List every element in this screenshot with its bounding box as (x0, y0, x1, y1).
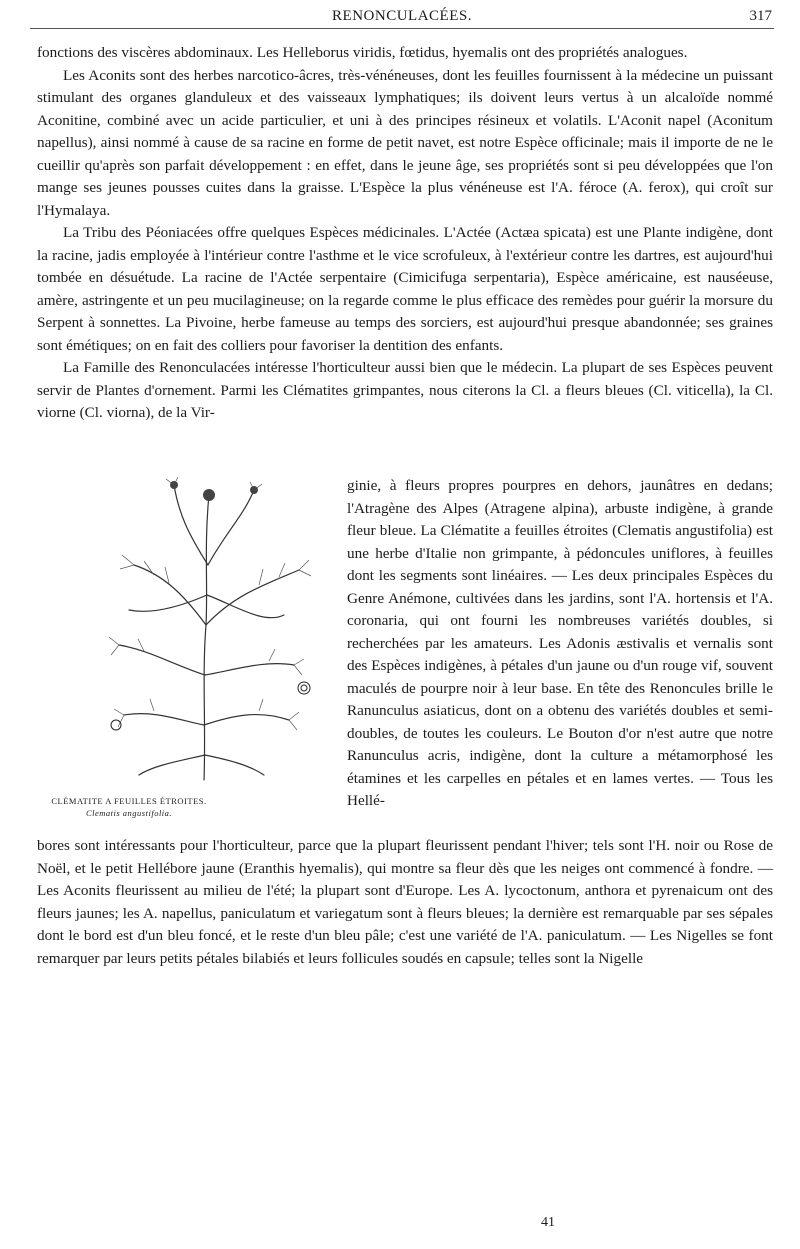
paragraph-famille-intro: La Famille des Renonculacées intéresse l'horticulteur aussi bien que le médecin. La plupart de ses Espèces peuvent servir de Plantes d'ornement. Parmi les Clématites grimpantes, nous citerons la Cl. a fleurs bleues (Cl. viticella), la Cl. viorne (Cl. viorna), de la Vir- (37, 359, 773, 421)
figure-caption (37, 795, 221, 819)
body-text-bottom (37, 835, 773, 970)
paragraph-aconits: Les Aconits sont des herbes narcotico-âcres, très-vénéneuses, dont les feuilles fournissent à la médecine un puissant stimulant des organes glanduleux et des vaisseaux lymphatiques; ils doivent leurs vertus à un alcaloïde nommé Aconitine, combiné avec un acide particulier, et uni à des principes résineux et volatils. L'Aconit napel (Aconitum napellus), ainsi nommé à cause de sa racine en forme de petit navet, est notre Espèce officinale; mais il importe de ne le cueillir qu'après son parfait développement : en effet, dans le jeune âge, ses propriétés sont si peu développées que l'on mange ses jeunes pousses cuites dans la graisse. L'Espèce la plus vénéneuse est l'A. féroce (A. ferox), qui croît sur l'Hymalaya. (37, 66, 773, 219)
body-text-beside-figure (347, 475, 773, 813)
clematis-illustration (94, 475, 324, 785)
signature-mark: 41 (541, 1215, 555, 1230)
paragraph-peoniacees: La Tribu des Péoniacées offre quelques Espèces médicinales. L'Actée (Actæa spicata) est une Plante indigène, dont la racine, jadis employée à l'intérieur contre l'asthme et le vice scrofuleux, à l'extérieur contre les dartres, est aujourd'hui tombée en désuétude. La racine de l'Actée serpentaire (Cimicifuga serpentaria), Espèce américaine, est nauséeuse, amère, astringente et un peu mucilagineuse; on la regarde comme le plus efficace des remèdes pour guérir la morsure du Serpent à sonnettes. La Pivoine, herbe fameuse au temps des sorciers, est aujourd'hui presque abandonnée; ses graines sont émétiques; on en fait des colliers pour favoriser la dentition des enfants. (37, 224, 773, 354)
paragraph-famille-end: bores sont intéressants pour l'horticulteur, parce que la plupart fleurissent pendant l'hiver; tels sont l'H. noir ou Rose de Noël, et le petit Hellébore jaune (Eranthis hyemalis), qui montre sa fleur dès que les neiges ont commencé à fondre. — Les Aconits fleurissent au milieu de l'été; la plupart sont d'Europe. Les A. lycoctonum, anthora et pyrenaicum ont des fleurs jaunes; les A. napellus, paniculatum et variegatum sont à fleurs bleues; la dernière est remarquable par ses sépales dont le bord est d'un bleu foncé, et le reste d'un bleu pâle; c'est une variété de l'A. paniculatum. — Les Nigelles se font remarquer par leurs petits pétales bilabiés et leurs follicules soudés en capsule; telles sont la Nigelle (37, 837, 773, 967)
body-text-top (37, 42, 773, 425)
figure-caption-title: CLÉMATITE A FEUILLES ÉTROITES. (51, 796, 207, 806)
clematis-engraving-icon (94, 475, 324, 785)
paragraph-famille-continued: ginie, à fleurs propres pourpres en dehors, jaunâtres en dedans; l'Atragène des Alpes (Atragene alpina), arbuste indigène, à grande fleur bleue. La Clématite a feuilles étroites (Clematis angustifolia) est une herbe d'Italie non grimpante, à pédoncules uniflores, à feuilles dont les segments sont linéaires. — Les deux principales Espèces du Genre Anémone, cultivées dans les jardins, sont l'A. hortensis et l'A. coronaria, qui ont fourni les nombreuses variétés doubles, si recherchées par les amateurs. Les Adonis æstivalis et vernalis sont des Espèces indigènes, à pétales d'un jaune ou d'un rouge vif, souvent maculés de pourpre noir à leur base. En tête des Renoncules brille le Ranunculus asiaticus, dont on a obtenu des variétés doubles et semi-doubles, de toutes les couleurs. Le Bouton d'or n'est autre que notre Ranunculus acris, indigène, dont la culture a métamorphosé les étamines et les carpelles en pétales et en lames vertes. — Tous les Hellé- (347, 477, 773, 809)
page-header (30, 6, 774, 29)
figure-caption-latin: Clematis angustifolia. (85, 808, 173, 818)
paragraph-1: fonctions des viscères abdominaux. Les Helleborus viridis, fœtidus, hyemalis ont des propriétés analogues. (37, 44, 688, 61)
page-number: 317 (749, 8, 772, 24)
running-head: RENONCULACÉES. (332, 8, 472, 24)
